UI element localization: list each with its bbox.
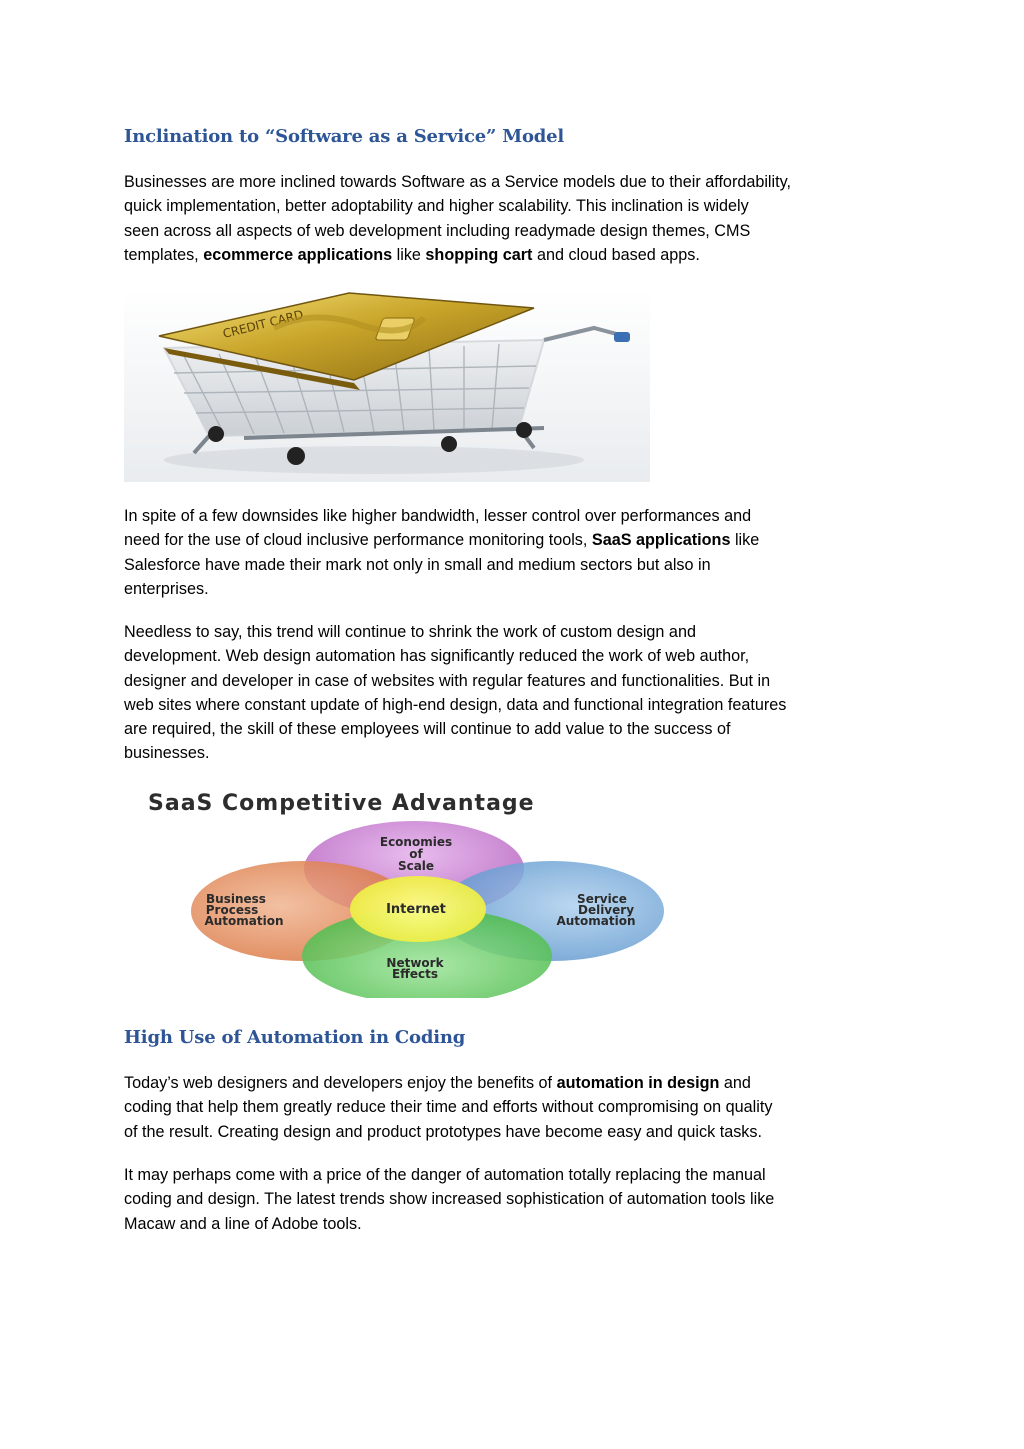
bold-shopping-cart: shopping cart	[425, 245, 533, 264]
venn-left-label-3: Automation	[204, 914, 284, 928]
venn-top-label-2: of	[409, 847, 423, 861]
shopping-cart-credit-card-image	[124, 288, 650, 482]
section-heading-saas: Inclination to “Software as a Service” Model	[124, 126, 565, 147]
venn-right-label-3: Automation	[556, 914, 636, 928]
venn-right-label-1: Service	[577, 892, 627, 906]
paragraph-automation-benefits: Today’s web designers and developers enjoy the benefits of automation in design and coding that help them greatly reduce their time and efforts without compromising on quality of the result. Creating design and product prototypes have become easy and quick tasks.	[124, 1074, 773, 1141]
bold-ecommerce-applications: ecommerce applications	[203, 245, 393, 264]
bold-saas-applications: SaaS applications	[591, 531, 731, 550]
saas-competitive-advantage-diagram	[140, 786, 730, 998]
venn-bottom-label-2: Effects	[391, 967, 439, 981]
section-heading-automation: High Use of Automation in Coding	[124, 1027, 466, 1048]
venn-right-label-2: Delivery	[577, 903, 635, 917]
venn-center-label: Internet	[386, 902, 446, 917]
card-text: CREDIT CARD	[221, 307, 305, 341]
paragraph-automation-risk: It may perhaps come with a price of the danger of automation totally replacing the manual coding and design. The latest trends show increased sophistication of automation tools like Macaw and a line of Adobe tools.	[124, 1166, 775, 1233]
bold-automation-in-design: automation in design	[556, 1074, 720, 1092]
shopping-cart-illustration	[124, 288, 650, 482]
paragraph-needless-to-say: Needless to say, this trend will continue to shrink the work of custom design and development. Web design automation has significantly reduced the work of web author, designer and developer in case of websites with regular features and functionalities. But in web sites where constant update of high-end design, data and functional integration features are required, the skill of these employees will continue to add value to the success of businesses.	[124, 623, 787, 763]
venn-left-label-2: Process	[205, 903, 259, 917]
venn-left-label-1: Business	[206, 892, 266, 906]
venn-title: SaaS Competitive Advantage	[148, 791, 535, 816]
paragraph-saas-intro: Businesses are more inclined towards Software as a Service models due to their affordability, quick implementation, better adoptability and higher scalability. This inclination is widely seen across all aspects of web development including readymade design themes, CMS templates, ecommerce applications like shopping cart and cloud based apps.	[124, 173, 792, 264]
venn-top-label-3: Scale	[397, 859, 435, 873]
venn-bottom-label-1: Network	[386, 956, 444, 970]
venn-top-label-1: Economies	[379, 835, 453, 849]
paragraph-saas-downsides: In spite of a few downsides like higher bandwidth, lesser control over performances and need for the use of cloud inclusive performance monitoring tools, SaaS applications like Salesforce have made their mark not only in small and medium sectors but also in enterprises.	[124, 507, 760, 598]
venn-diagram	[140, 786, 730, 998]
